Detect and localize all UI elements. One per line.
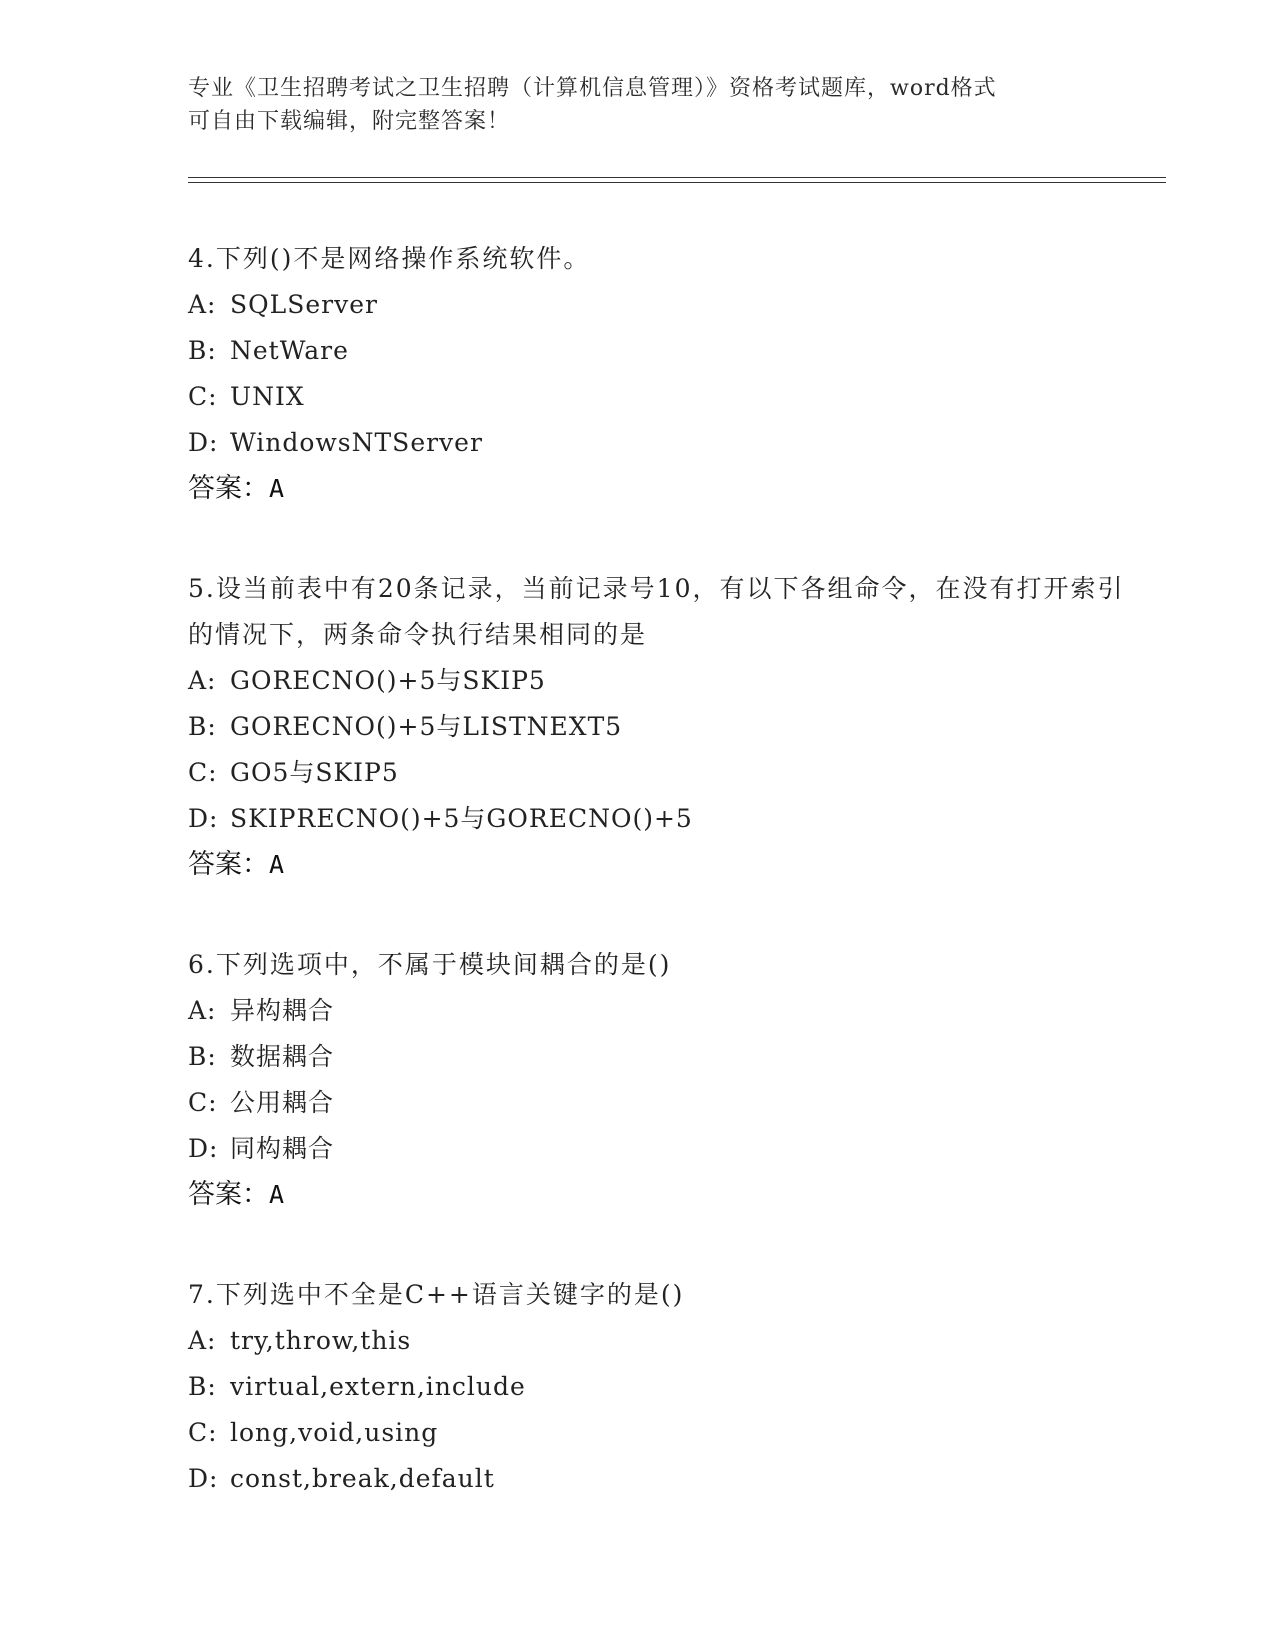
option-b xyxy=(188,1364,1128,1410)
option-a xyxy=(188,282,1128,328)
question-stem: 5.设当前表中有20条记录，当前记录号10，有以下各组命令，在没有打开索引的情况下，两条命令执行结果相同的是 xyxy=(188,574,1125,649)
option-key: C: xyxy=(188,1088,218,1117)
option-b xyxy=(188,704,1128,750)
option-a xyxy=(188,988,1128,1034)
option-d xyxy=(188,796,1128,842)
option-text: const,break,default xyxy=(230,1464,495,1493)
question-4 xyxy=(188,236,1128,512)
question-6 xyxy=(188,942,1128,1218)
option-key: C: xyxy=(188,1418,218,1447)
option-key: C: xyxy=(188,382,218,411)
option-key: B: xyxy=(188,1372,217,1401)
option-key: C: xyxy=(188,758,218,787)
option-c xyxy=(188,1410,1128,1456)
answer-value: A xyxy=(269,1180,285,1209)
option-key: A: xyxy=(188,1326,217,1355)
option-text: try,throw,this xyxy=(230,1326,412,1355)
option-text: virtual,extern,include xyxy=(230,1372,526,1401)
option-text: SQLServer xyxy=(230,290,378,319)
option-key: B: xyxy=(188,1042,217,1071)
option-text: 数据耦合 xyxy=(230,1042,335,1071)
option-text: WindowsNTServer xyxy=(230,428,483,457)
question-stem: 7.下列选中不全是C++语言关键字的是() xyxy=(188,1280,685,1309)
option-b xyxy=(188,1034,1128,1080)
option-d xyxy=(188,1126,1128,1172)
option-text: GORECNO()+5与SKIP5 xyxy=(230,666,546,695)
answer-line xyxy=(188,1172,1128,1218)
option-b xyxy=(188,328,1128,374)
option-text: SKIPRECNO()+5与GORECNO()+5 xyxy=(230,804,693,833)
option-c xyxy=(188,374,1128,420)
option-key: A: xyxy=(188,996,217,1025)
header-line-1: 专业《卫生招聘考试之卫生招聘（计算机信息管理）》资格考试题库，word格式 xyxy=(188,76,997,101)
header-line-2: 可自由下载编辑，附完整答案！ xyxy=(188,109,511,134)
header-divider-top xyxy=(188,177,1166,178)
question-list xyxy=(188,236,1128,1556)
option-c xyxy=(188,1080,1128,1126)
question-7 xyxy=(188,1272,1128,1502)
option-key: A: xyxy=(188,666,217,695)
option-key: D: xyxy=(188,1464,219,1493)
option-text: NetWare xyxy=(230,336,349,365)
answer-line xyxy=(188,466,1128,512)
option-key: B: xyxy=(188,712,217,741)
answer-label: 答案： xyxy=(188,849,269,880)
option-text: 同构耦合 xyxy=(230,1134,335,1163)
option-text: 异构耦合 xyxy=(230,996,335,1025)
option-key: D: xyxy=(188,804,219,833)
option-text: UNIX xyxy=(230,382,305,411)
option-a xyxy=(188,658,1128,704)
answer-label: 答案： xyxy=(188,473,269,504)
answer-label: 答案： xyxy=(188,1179,269,1210)
option-key: A: xyxy=(188,290,217,319)
option-d xyxy=(188,1456,1128,1502)
option-text: 公用耦合 xyxy=(230,1088,335,1117)
option-d xyxy=(188,420,1128,466)
option-key: D: xyxy=(188,428,219,457)
option-text: GORECNO()+5与LISTNEXT5 xyxy=(230,712,623,741)
option-a xyxy=(188,1318,1128,1364)
header-divider-bottom xyxy=(188,182,1166,183)
question-5 xyxy=(188,566,1128,888)
answer-value: A xyxy=(269,850,285,879)
option-key: B: xyxy=(188,336,217,365)
question-stem: 6.下列选项中，不属于模块间耦合的是() xyxy=(188,950,672,979)
option-c xyxy=(188,750,1128,796)
question-stem: 4.下列()不是网络操作系统软件。 xyxy=(188,244,591,273)
document-header xyxy=(188,72,1088,138)
option-text: GO5与SKIP5 xyxy=(230,758,399,787)
answer-value: A xyxy=(269,474,285,503)
option-key: D: xyxy=(188,1134,219,1163)
option-text: long,void,using xyxy=(230,1418,439,1447)
answer-line xyxy=(188,842,1128,888)
